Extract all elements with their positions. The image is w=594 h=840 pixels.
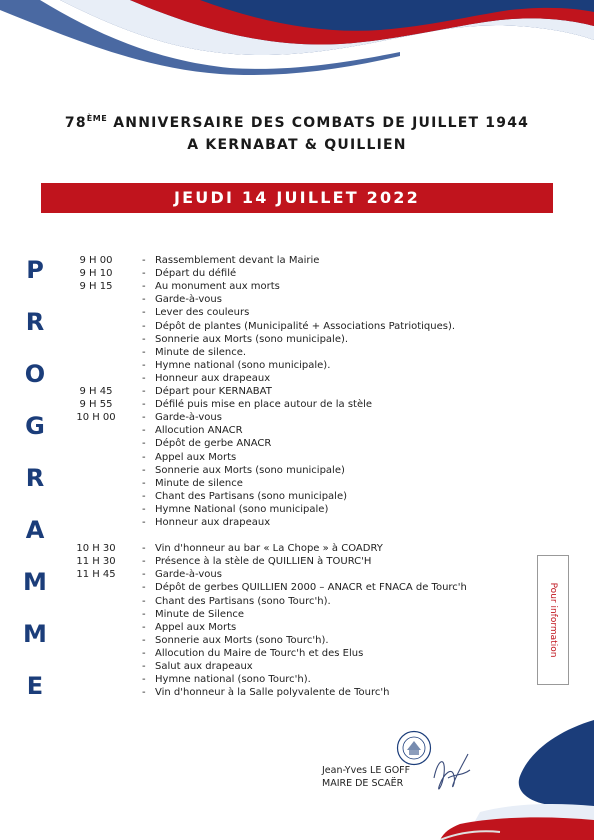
program-activity: Minute de silence bbox=[155, 477, 243, 489]
program-activity: Honneur aux drapeaux bbox=[155, 372, 271, 384]
program-activity: Chant des Partisans (sono municipale) bbox=[155, 490, 348, 502]
mayor-title: MAIRE DE SCAËR bbox=[322, 778, 404, 789]
program-time: 11 H 30 bbox=[76, 556, 116, 568]
program-dash: - bbox=[142, 333, 146, 345]
program-activity: Sonnerie aux Morts (sono Tourc'h). bbox=[155, 634, 329, 646]
program-activity: Honneur aux drapeaux bbox=[155, 517, 271, 528]
program-dash: - bbox=[142, 307, 146, 319]
program-activity: Salut aux drapeaux bbox=[155, 661, 253, 672]
programme-letter: M bbox=[23, 568, 47, 596]
program-dash: - bbox=[142, 687, 146, 699]
program-activity: Vin d'honneur à la Salle polyvalente de Tourc'h bbox=[155, 687, 390, 699]
programme-vertical-word bbox=[18, 250, 52, 718]
program-activity: Départ du défilé bbox=[155, 268, 237, 280]
program-dash: - bbox=[142, 595, 146, 607]
program-time: 9 H 15 bbox=[79, 281, 113, 293]
program-dash: - bbox=[142, 477, 146, 489]
program-dash: - bbox=[142, 490, 146, 502]
program-dash: - bbox=[142, 556, 146, 568]
program-activity: Hymne National (sono municipale) bbox=[155, 503, 329, 515]
program-dash: - bbox=[142, 438, 146, 450]
programme-letter: O bbox=[24, 360, 46, 388]
program-dash: - bbox=[142, 621, 146, 633]
program-dash: - bbox=[142, 634, 146, 646]
program-activity: Minute de silence. bbox=[155, 346, 247, 358]
program-activity: Chant des Partisans (sono Tourc'h). bbox=[155, 595, 331, 607]
program-dash: - bbox=[142, 582, 146, 594]
program-dash: - bbox=[142, 346, 146, 358]
program-dash: - bbox=[142, 412, 146, 424]
info-sidebar-box bbox=[537, 555, 569, 685]
program-dash: - bbox=[142, 372, 146, 384]
program-activity: Départ pour KERNABAT bbox=[155, 386, 272, 397]
program-time: 9 H 45 bbox=[79, 386, 113, 397]
flag-ribbon-bottom bbox=[440, 720, 594, 840]
program-dash: - bbox=[142, 386, 146, 397]
program-dash: - bbox=[142, 503, 146, 515]
program-time: 9 H 55 bbox=[79, 399, 113, 411]
program-activity: Au monument aux morts bbox=[155, 281, 280, 293]
program-dash: - bbox=[142, 281, 146, 293]
program-activity: Dépôt de gerbes QUILLIEN 2000 – ANACR et FNACA de Tourc'h bbox=[155, 582, 467, 594]
program-dash: - bbox=[142, 543, 146, 555]
program-activity: Garde-à-vous bbox=[155, 412, 222, 424]
program-dash: - bbox=[142, 320, 146, 332]
signature-block bbox=[322, 764, 410, 790]
program-dash: - bbox=[142, 425, 146, 437]
program-activity: Dépôt de plantes (Municipalité + Associations Patriotiques). bbox=[155, 320, 456, 332]
title-line-1: 78ÈME ANNIVERSAIRE DES COMBATS DE JUILLET 1944 bbox=[64, 114, 530, 131]
program-dash: - bbox=[142, 255, 146, 266]
program-dash: - bbox=[142, 451, 146, 463]
programme-letter: M bbox=[23, 620, 47, 648]
town-seal-icon bbox=[396, 730, 432, 766]
program-activity: Appel aux Morts bbox=[155, 451, 237, 463]
programme-letter: R bbox=[25, 308, 45, 336]
program-dash: - bbox=[142, 517, 146, 528]
program-activity: Allocution du Maire de Tourc'h et des Elus bbox=[155, 647, 364, 659]
programme-letter: P bbox=[26, 256, 44, 284]
program-time: 11 H 45 bbox=[76, 569, 116, 581]
flag-ribbon-top bbox=[0, 0, 594, 90]
info-label: Pour information bbox=[548, 582, 558, 658]
program-dash: - bbox=[142, 569, 146, 581]
program-activity: Rassemblement devant la Mairie bbox=[155, 255, 320, 266]
program-activity: Allocution ANACR bbox=[155, 425, 243, 437]
program-dash: - bbox=[142, 608, 146, 620]
program-dash: - bbox=[142, 674, 146, 686]
program-dash: - bbox=[142, 464, 146, 476]
program-activity: Appel aux Morts bbox=[155, 621, 237, 633]
programme-letter: G bbox=[25, 412, 45, 440]
program-activity: Défilé puis mise en place autour de la stèle bbox=[155, 399, 373, 411]
programme-letter: R bbox=[25, 464, 45, 492]
program-dash: - bbox=[142, 647, 146, 659]
program-activity: Garde-à-vous bbox=[155, 569, 222, 581]
program-time: 10 H 00 bbox=[76, 412, 116, 424]
program-dash: - bbox=[142, 268, 146, 280]
program-activity: Sonnerie aux Morts (sono municipale). bbox=[155, 333, 349, 345]
program-dash: - bbox=[142, 399, 146, 411]
programme-letter: A bbox=[25, 516, 45, 544]
date-banner: JEUDI 14 JUILLET 2022 bbox=[41, 183, 553, 213]
program-activity: Sonnerie aux Morts (sono municipale) bbox=[155, 464, 345, 476]
program-activity: Hymne national (sono municipale). bbox=[155, 359, 331, 371]
program-dash: - bbox=[142, 359, 146, 371]
program-activity: Garde-à-vous bbox=[155, 294, 222, 306]
program-activity: Hymne national (sono Tourc'h). bbox=[155, 674, 311, 686]
programme-letter: E bbox=[26, 672, 44, 700]
program-dash: - bbox=[142, 661, 146, 672]
program-activity: Vin d'honneur au bar « La Chope » à COADRY bbox=[155, 543, 383, 555]
program-time: 9 H 00 bbox=[79, 255, 113, 266]
program-activity: Lever des couleurs bbox=[155, 307, 250, 319]
program-time: 9 H 10 bbox=[79, 268, 113, 280]
title-line-2: A KERNABAT & QUILLIEN bbox=[187, 137, 407, 153]
program-time: 10 H 30 bbox=[76, 543, 116, 555]
program-activity: Dépôt de gerbe ANACR bbox=[155, 438, 272, 450]
program-dash: - bbox=[142, 294, 146, 306]
program-activity: Minute de Silence bbox=[155, 608, 245, 620]
program-activity: Présence à la stèle de QUILLIEN à TOURC'H bbox=[155, 556, 372, 568]
mayor-name: Jean-Yves LE GOFF bbox=[322, 765, 411, 776]
